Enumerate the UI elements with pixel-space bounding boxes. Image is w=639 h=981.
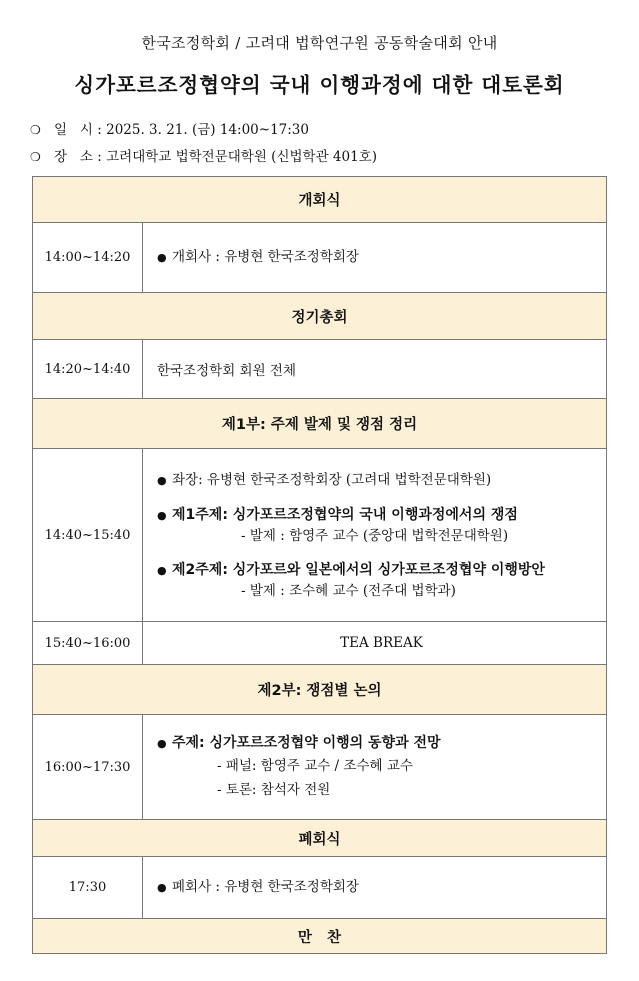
bullet-dot-icon: ● — [157, 563, 167, 577]
place-label: 장 소 — [54, 149, 93, 165]
circle-bullet-icon: ❍ — [30, 123, 41, 137]
table-row — [33, 919, 607, 954]
table-row — [33, 449, 607, 622]
table-row — [33, 622, 607, 665]
info-place-row: ❍ 장 소 : 고려대학교 법학전문대학원 (신법학관 401호) — [30, 149, 377, 165]
table-row — [33, 293, 607, 340]
bullet-dot-icon: ● — [157, 508, 167, 522]
part2-discussion: - 토론: 참석자 전원 — [217, 781, 331, 798]
table-row — [33, 857, 607, 919]
table-row — [33, 177, 607, 223]
place-value: 고려대학교 법학전문대학원 (신법학관 401호) — [106, 149, 377, 165]
opening-text: 개회사 : 유병현 한국조정학회장 — [172, 249, 359, 265]
opening-time: 14:00~14:20 — [33, 223, 143, 293]
table-row — [33, 223, 607, 293]
schedule-table — [32, 176, 607, 954]
table-row — [33, 399, 607, 449]
event-subtitle: 한국조정학회 / 고려대 법학연구원 공동학술대회 안내 — [141, 34, 498, 52]
part1-header: 제1부: 주제 발제 및 쟁점 정리 — [33, 399, 607, 449]
break-text: TEA BREAK — [143, 622, 607, 665]
opening-header: 개회식 — [33, 177, 607, 223]
part2-content — [143, 715, 607, 820]
part1-time: 14:40~15:40 — [33, 449, 143, 622]
closing-time: 17:30 — [33, 857, 143, 919]
part2-topic: 주제: 싱가포르조정협약 이행의 동향과 전망 — [172, 734, 441, 751]
part1-topic2: 제2주제: 싱가포르와 일본에서의 싱가포르조정협약 이행방안 — [172, 561, 545, 578]
part1-chair: 좌장: 유병현 한국조정학회장 (고려대 법학전문대학원) — [172, 471, 492, 488]
date-value: 2025. 3. 21. (금) 14:00~17:30 — [106, 122, 309, 138]
part2-time: 16:00~17:30 — [33, 715, 143, 820]
date-label: 일 시 — [54, 122, 93, 138]
bullet-dot-icon: ● — [157, 736, 167, 750]
part2-panel: - 패널: 함영주 교수 / 조수혜 교수 — [217, 757, 413, 774]
opening-content — [143, 223, 607, 293]
part2-header: 제2부: 쟁점별 논의 — [33, 665, 607, 715]
table-row — [33, 820, 607, 857]
break-time: 15:40~16:00 — [33, 622, 143, 665]
table-row — [33, 340, 607, 399]
general-meeting-content: 한국조정학회 회원 전체 — [143, 340, 607, 399]
dinner-header: 만 찬 — [33, 919, 607, 954]
bullet-dot-icon: ● — [157, 473, 167, 487]
general-meeting-time: 14:20~14:40 — [33, 340, 143, 399]
closing-content — [143, 857, 607, 919]
general-meeting-header: 정기총회 — [33, 293, 607, 340]
info-date-row: ❍ 일 시 : 2025. 3. 21. (금) 14:00~17:30 — [30, 122, 309, 138]
closing-header: 폐회식 — [33, 820, 607, 857]
part1-topic2-presenter: - 발제 : 조수혜 교수 (전주대 법학과) — [241, 582, 456, 599]
part1-topic1-presenter: - 발제 : 함영주 교수 (중앙대 법학전문대학원) — [241, 527, 509, 544]
bullet-dot-icon: ● — [157, 251, 167, 264]
circle-bullet-icon: ❍ — [30, 150, 41, 164]
bullet-dot-icon: ● — [157, 881, 167, 894]
part1-topic1: 제1주제: 싱가포르조정협약의 국내 이행과정에서의 쟁점 — [172, 506, 518, 523]
part1-content — [143, 449, 607, 622]
closing-text: 폐회사 : 유병현 한국조정학회장 — [172, 879, 359, 895]
table-row — [33, 715, 607, 820]
event-title: 싱가포르조정협약의 국내 이행과정에 대한 대토론회 — [74, 73, 565, 97]
table-row — [33, 665, 607, 715]
